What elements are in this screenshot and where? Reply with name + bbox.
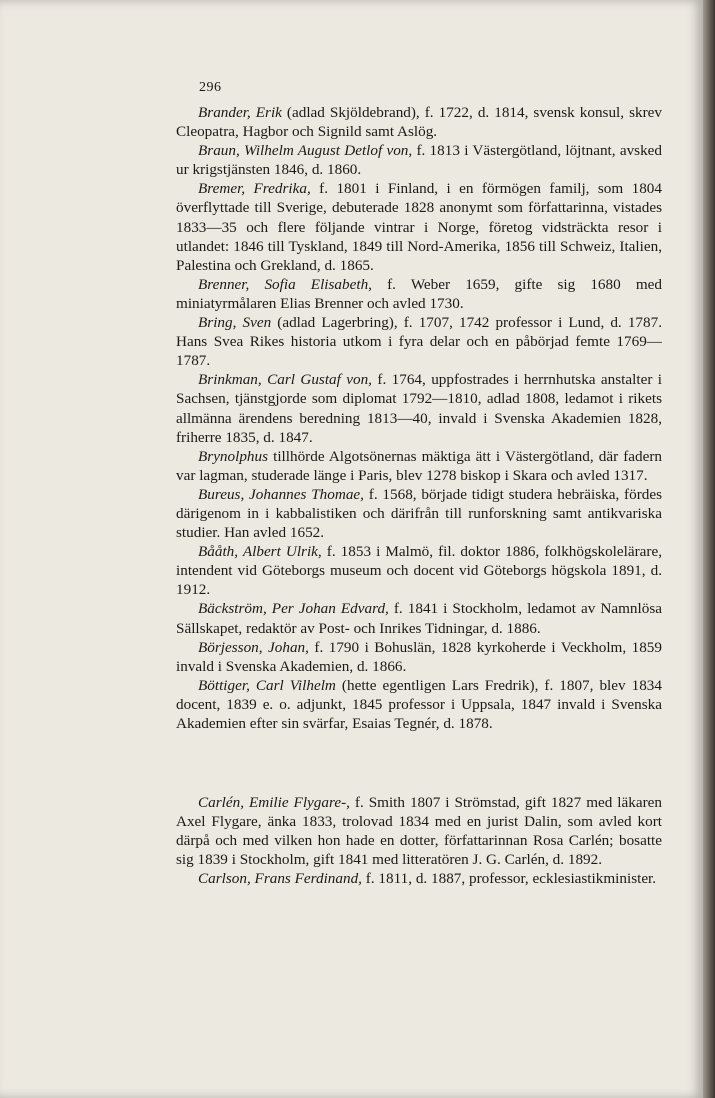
entry [176,447,662,485]
entry [176,599,662,637]
entry-text: f. 1764, uppfostrades i herrnhutska anstalter i Sachsen, tjänstgjorde som diplomat 1792—1810, adlad 1808, ledamot i rikets allmänna ärendens beredning 1813—40, invald i Svenska Akademien 1828, friherre 1835, d. 1847. [176,371,662,446]
page-edge [703,0,715,1098]
page-number: 296 [199,80,222,95]
entry-name: Börjesson, Johan, [198,638,309,656]
entry-text: f. Smith 1807 i Strömstad, gift 1827 med läkaren Axel Flygare, änka 1833, trolovad 1834 med en jurist Dalin, som avled kort därpå och med vilken hon hade en dotter, författarinnan Rosa Carlén; bosatte sig 1839 i Stockholm, gift 1841 med litteratören J. G. Carlén, d. 1892. [176,794,662,869]
entry-name: Carlson, Frans Ferdinand, [198,870,362,888]
entry-text: f. Weber 1659, gifte sig 1680 med miniatyrmålaren Elias Brenner och avled 1730. [176,275,662,312]
entry-text: tillhörde Algotsönernas mäktiga ätt i Västergötland, där fadern var lagman, studerade länge i Paris, blev 1278 biskop i Skara och avled 1317. [176,447,662,484]
entry [176,676,662,733]
entry-text: (adlad Lagerbring), f. 1707, 1742 professor i Lund, d. 1787. Hans Svea Rikes historia utkom i fyra delar och en påbörjad femte 1769—1787. [176,314,663,370]
entry-name: Brinkman, Carl Gustaf von, [198,371,372,389]
entry [176,141,662,179]
entry-text: (adlad Skjöldebrand), f. 1722, d. 1814, svensk konsul, skrev Cleopatra, Hagbor och Signild samt Aslög. [176,104,662,141]
entry [176,793,662,869]
entry-text: f. 1813 i Västergötland, löjtnant, avsked ur krigstjänsten 1846, d. 1860. [176,142,663,179]
entry-text: f. 1568, började tidigt studera hebräiska, fördes därigenom in i kabbalistiken och därifrån till runforskning samt antikvariska studier. Han avled 1652. [176,485,663,542]
entry-text: f. 1841 i Stockholm, ledamot av Namnlösa Sällskapet, redaktör av Post- och Inrikes Tidningar, d. 1886. [176,600,662,637]
entry [176,179,662,274]
entry-text: f. 1790 i Bohuslän, 1828 kyrkoherde i Veckholm, 1859 invald i Svenska Akademien, d. 1866. [176,638,662,675]
entry-name: Bååth, Albert Ulrik, [198,543,322,561]
entry [176,485,662,542]
entry [176,275,662,313]
entry-name: Brynolphus [198,447,269,465]
entry-text: f. 1853 i Malmö, fil. doktor 1886, folkhögskolelärare, intendent vid Göteborgs museum och docent vid Göteborgs högskola 1891, d. 1912. [176,543,662,599]
entry-name: Carlén, Emilie Flygare-, [198,794,350,811]
entry-name: Bremer, Fredrika, [198,180,311,198]
entry [176,313,662,370]
entries-c [176,793,662,888]
entry-name: Bureus, Johannes Thomae, [198,485,364,503]
entry-name: Bäckström, Per Johan Edvard, [198,600,389,618]
entry [176,638,662,676]
entry [176,370,662,446]
entries-b [176,103,662,733]
entry [176,869,662,888]
entry-name: Brenner, Sofia Elisabeth, [198,275,372,293]
entry-name: Bring, Sven [198,314,272,332]
entry-text: f. 1801 i Finland, i en förmögen familj, som 1804 överflyttade till Sverige, debuterade 1828 anonymt som författarinna, vistades 1833—35 och flere följande vintrar i Norge, företog vidsträckta resor i utlandet: 1846 till Tyskland, 1849 till Nord-Amerika, 1856 till Schweiz, Italien, Palestina och Grekland, d. 1865. [176,180,662,274]
entry-text: f. 1811, d. 1887, professor, ecklesiastikminister. [361,870,657,888]
entry [176,103,662,141]
entry [176,542,662,599]
entry-text: (hette egentligen Lars Fredrik), f. 1807, blev 1834 docent, 1839 e. o. adjunkt, 1845 professor i Uppsala, 1847 invald i Svenska Akademien efter sin svärfar, Esaias Tegnér, d. 1878. [176,676,662,732]
entry-name: Böttiger, Carl Vilhelm [198,676,336,694]
entry-name: Brander, Erik [198,104,282,121]
entry-name: Braun, Wilhelm August Detlof von, [198,142,413,160]
